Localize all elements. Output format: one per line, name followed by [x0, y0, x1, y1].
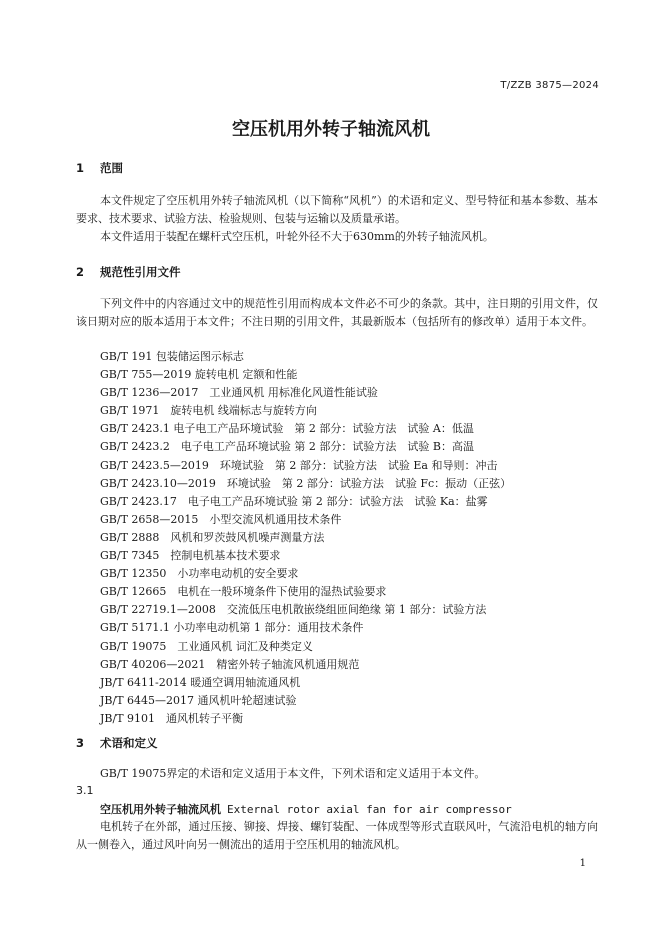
- reference-item: GB/T 2423.17 电子电工产品环境试验 第 2 部分：试验方法 试验 Ka：盐雾: [100, 494, 488, 508]
- reference-item: GB/T 2423.5—2019 环境试验 第 2 部分：试验方法 试验 Ea 和导则：冲击: [100, 458, 498, 472]
- terms-intro: GB/T 19075界定的术语和定义适用于本文件，下列术语和定义适用于本文件。: [100, 767, 486, 780]
- section-title: 术语和定义: [100, 736, 158, 750]
- reference-item: GB/T 22719.1—2008 交流低压电机散嵌绕组匝间绝缘 第 1 部分：试验方法: [100, 603, 487, 617]
- scope-paragraph-2: 本文件适用于装配在螺杆式空压机，叶轮外径不大于630mm的外转子轴流风机。: [100, 230, 494, 243]
- section-number: 2: [76, 265, 85, 279]
- reference-item: GB/T 40206—2021 精密外转子轴流风机通用规范: [100, 657, 360, 671]
- reference-item: GB/T 191 包装储运图示标志: [100, 350, 244, 363]
- section-number: 1: [76, 161, 85, 175]
- section-heading-1: [76, 160, 123, 176]
- reference-item: JB/T 9101 通风机转子平衡: [100, 711, 244, 725]
- reference-item: GB/T 2423.10—2019 环境试验 第 2 部分：试验方法 试验 Fc：振动（正弦）: [100, 476, 512, 490]
- reference-item: GB/T 2888 风机和罗茨鼓风机噪声测量方法: [100, 530, 325, 544]
- references-intro: 下列文件中的内容通过文中的规范性引用而构成本文件必不可少的条款。其中，注日期的引用文件，仅该日期对应的版本适用于本文件；不注日期的引用文件，其最新版本（包括所有的修改单）适用于本文件。: [76, 297, 598, 328]
- reference-item: GB/T 12665 电机在一般环境条件下使用的湿热试验要求: [100, 585, 387, 599]
- reference-item: GB/T 2658—2015 小型交流风机通用技术条件: [100, 512, 342, 526]
- reference-item: GB/T 755—2019 旋转电机 定额和性能: [100, 368, 298, 382]
- document-title: 空压机用外转子轴流风机: [232, 119, 430, 140]
- reference-item: GB/T 5171.1 小功率电动机第 1 部分：通用技术条件: [100, 621, 364, 635]
- scope-paragraph-1: 本文件规定了空压机用外转子轴流风机（以下简称“风机”）的术语和定义、型号特征和基本参数、基本要求、技术要求、试验方法、检验规则、包装与运输以及质量承诺。: [76, 194, 598, 225]
- term-english: External rotor axial fan for air compressor: [227, 803, 512, 816]
- section-heading-3: [76, 735, 158, 751]
- standard-number: T/ZZB 3875—2024: [500, 80, 599, 91]
- section-title: 规范性引用文件: [100, 265, 181, 279]
- term-heading: [100, 801, 512, 817]
- reference-list: [100, 348, 511, 728]
- term-chinese: 空压机用外转子轴流风机: [100, 803, 221, 816]
- reference-item: GB/T 19075 工业通风机 词汇及种类定义: [100, 639, 313, 653]
- reference-item: GB/T 12350 小功率电动机的安全要求: [100, 567, 299, 581]
- section-title: 范围: [100, 161, 124, 175]
- reference-item: GB/T 7345 控制电机基本技术要求: [100, 549, 281, 563]
- reference-item: JB/T 6445—2017 通风机叶轮超速试验: [100, 693, 297, 707]
- page-number: 1: [579, 858, 586, 869]
- term-definition: 电机转子在外部，通过压接、铆接、焊接、螺钉装配、一体成型等形式直联风叶，气流沿电机的轴方向从一侧卷入，通过风叶向另一侧流出的适用于空压机用的轴流风机。: [76, 820, 598, 851]
- clause-number: 3.1: [76, 784, 94, 797]
- reference-item: GB/T 2423.1 电子电工产品环境试验 第 2 部分：试验方法 试验 A：低温: [100, 422, 474, 436]
- reference-item: JB/T 6411-2014 暖通空调用轴流通风机: [100, 675, 301, 689]
- reference-item: GB/T 1971 旋转电机 线端标志与旋转方向: [100, 404, 317, 418]
- reference-item: GB/T 2423.2 电子电工产品环境试验 第 2 部分：试验方法 试验 B：高温: [100, 440, 474, 454]
- reference-item: GB/T 1236—2017 工业通风机 用标准化风道性能试验: [100, 386, 378, 400]
- section-heading-2: [76, 264, 181, 280]
- section-number: 3: [76, 736, 85, 750]
